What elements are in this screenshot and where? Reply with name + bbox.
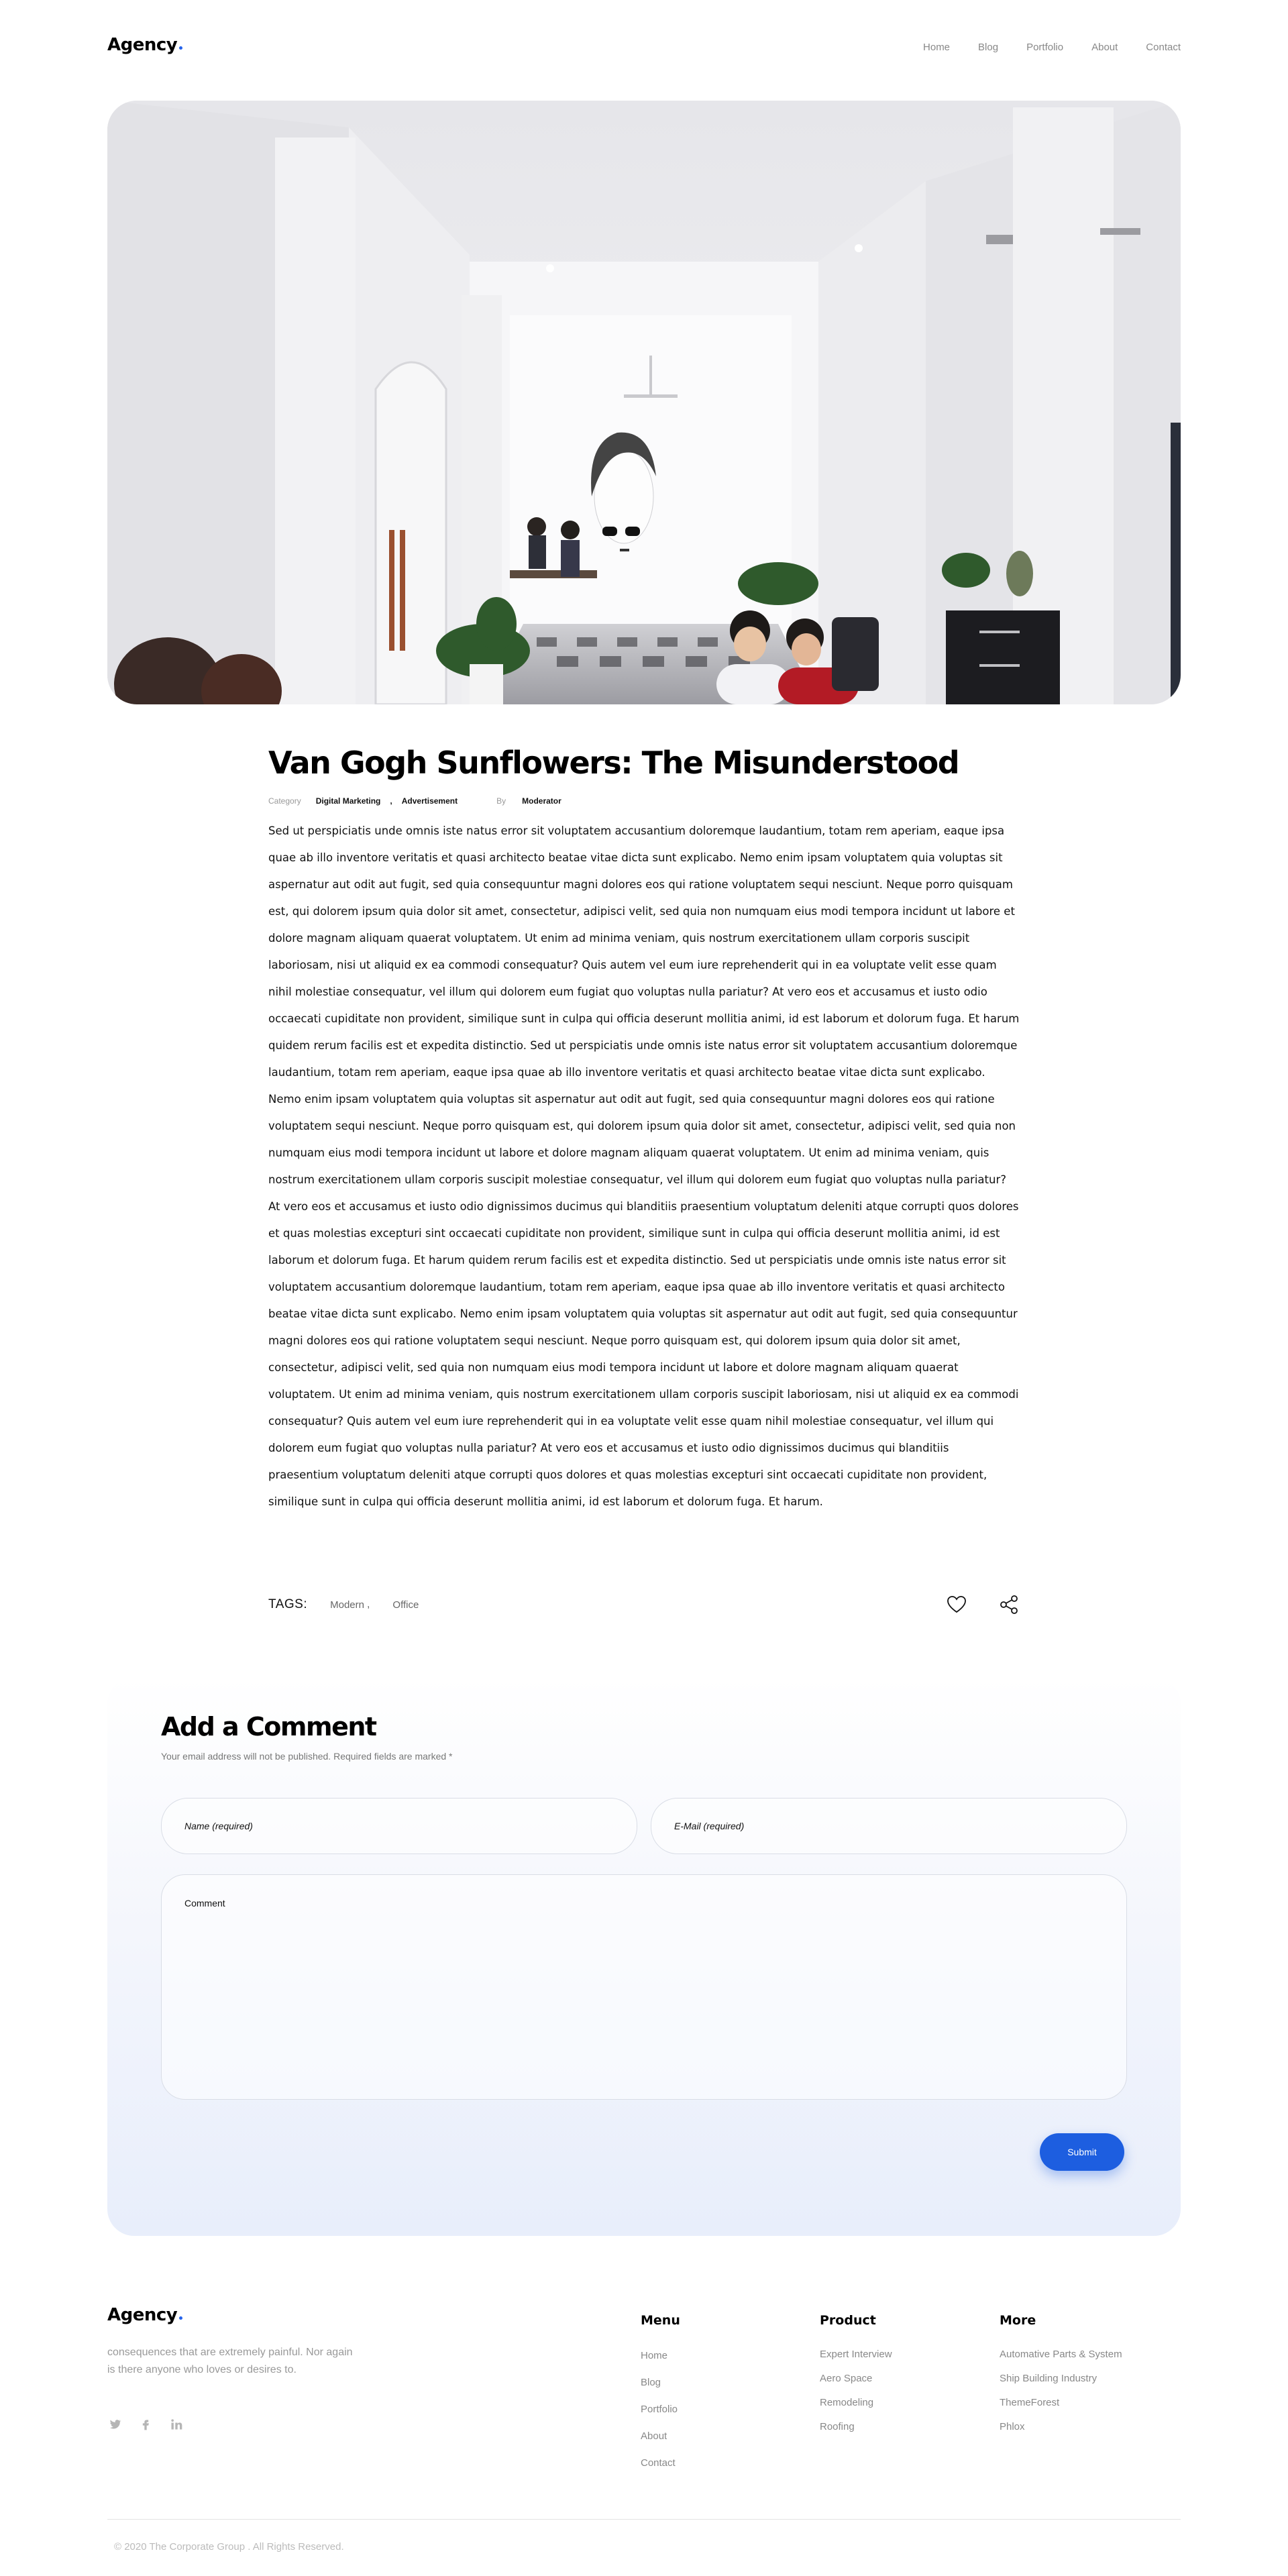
category-label: Category [268, 796, 301, 806]
nav-contact[interactable]: Contact [1146, 42, 1181, 53]
name-field[interactable]: Name (required) [161, 1798, 637, 1854]
hero-image [107, 101, 1181, 704]
footer-logo-text: Agency [107, 2305, 178, 2325]
comment-title: Add a Comment [161, 1712, 376, 1741]
footer-product-link[interactable]: Remodeling [820, 2397, 874, 2408]
tag-link[interactable]: Modern [330, 1599, 364, 1611]
nav-home[interactable]: Home [923, 42, 951, 53]
comment-textarea[interactable]: Comment [161, 1874, 1127, 2100]
logo-dot [179, 46, 182, 50]
footer-menu-link[interactable]: Home [641, 2350, 668, 2361]
footer-menu-column [641, 2313, 802, 2477]
nav-about[interactable]: About [1091, 42, 1118, 53]
footer-product-link[interactable]: Aero Space [820, 2373, 873, 2384]
nav-blog[interactable]: Blog [978, 42, 999, 53]
footer-menu-title: Menu [641, 2313, 680, 2328]
email-field[interactable]: E-Mail (required) [651, 1798, 1127, 1854]
footer-logo[interactable] [107, 2305, 182, 2325]
footer-menu-link[interactable]: Contact [641, 2457, 676, 2469]
logo-text: Agency [107, 35, 178, 55]
site-header [0, 0, 1288, 101]
footer-menu-link[interactable]: Blog [641, 2377, 661, 2388]
article-title: Van Gogh Sunflowers: The Misunderstood [268, 745, 959, 781]
footer-menu-link[interactable]: Portfolio [641, 2404, 678, 2415]
tag-link[interactable]: Office [392, 1599, 419, 1611]
footer-product-title: Product [820, 2313, 876, 2328]
footer-product-column [820, 2313, 981, 2439]
twitter-icon[interactable] [107, 2418, 122, 2432]
main-nav [923, 42, 1181, 53]
article-body: Sed ut perspiciatis unde omnis iste natus error sit voluptatem accusantium doloremque laudantium, totam rem aperiam, eaque ipsa quae ab illo inventore veritatis et quasi architecto beatae vitae dicta sunt explicabo. Nemo enim ipsam voluptatem quia voluptas sit aspernatur aut odit aut fugit, sed quia consequuntur magni dolores eos qui ratione voluptatem sequi nesciunt. Neque porro quisquam est, qui dolorem ipsum quia dolor sit amet, consectetur, adipisci velit, sed quia non numquam eius modi tempora incidunt ut labore et dolore magnam aliquam quaerat voluptatem. Ut enim ad minima veniam, quis nostrum exercitationem ullam corporis suscipit laboriosam, nisi ut aliquid ex ea commodi consequatur? Quis autem vel eum iure reprehenderit qui in ea voluptate velit esse quam nihil molestiae consequatur, vel illum qui dolorem eum fugiat quo voluptas nulla pariatur? At vero eos et accusamus et iusto odio occaecati cupiditate non provident, similique sunt in culpa qui officia deserunt mollitia animi, id est laborum et dolorum fuga. Et harum quidem rerum facilis est et expedita distinctio. Sed ut perspiciatis unde omnis iste natus error sit voluptatem accusantium doloremque laudantium, totam rem aperiam, eaque ipsa quae ab illo inventore veritatis et quasi architecto beatae vitae dicta sunt explicabo. Nemo enim ipsam voluptatem quia voluptas sit aspernatur aut odit aut fugit, sed quia consequuntur magni dolores eos qui ratione voluptatem sequi nesciunt. Neque porro quisquam est, qui dolorem ipsum quia dolor sit amet, consectetur, adipisci velit, sed quia non numquam eius modi tempora incidunt ut labore et dolore magnam aliquam quaerat voluptatem. Ut enim ad minima veniam, quis nostrum exercitationem ullam corporis suscipit molestiae consequatur, vel illum qui dolorem eum fugiat quo voluptas nulla pariatur? At vero eos et accusamus et iusto odio dignissimos ducimus qui blanditiis praesentium voluptatum deleniti atque corrupti quos dolores et quas molestias excepturi sint occaecati cupiditate non provident, similique sunt in culpa qui officia deserunt mollitia animi, id est laborum et dolorum fuga. Et harum quidem rerum facilis est et expedita distinctio. Sed ut perspiciatis unde omnis iste natus error sit voluptatem accusantium doloremque laudantium, totam rem aperiam, eaque ipsa quae ab illo inventore veritatis et quasi architecto beatae vitae dicta sunt explicabo. Nemo enim ipsam voluptatem quia voluptas sit aspernatur aut odit aut fugit, sed quia consequuntur magni dolores eos qui ratione voluptatem sequi nesciunt. Neque porro quisquam est, qui dolorem ipsum quia dolor sit amet, consectetur, adipisci velit, sed quia non numquam eius modi tempora incidunt ut labore et dolore magnam aliquam quaerat voluptatem. Ut enim ad minima veniam, quis nostrum exercitationem ullam corporis suscipit laboriosam, nisi ut aliquid ex ea commodi consequatur? Quis autem vel eum iure reprehenderit qui in ea voluptate velit esse quam nihil molestiae consequatur, vel illum qui dolorem eum fugiat quo voluptas nulla pariatur? At vero eos et accusamus et iusto odio dignissimos ducimus qui blanditiis praesentium voluptatum deleniti atque corrupti quos dolores et quas molestias excepturi sint occaecati cupiditate non provident, similique sunt in culpa qui officia deserunt mollitia animi, id est laborum et dolorum fuga. Et harum. [268, 824, 1020, 1508]
logo-dot [179, 2316, 182, 2320]
category-link[interactable]: Digital Marketing [315, 796, 381, 806]
footer-menu-link[interactable]: About [641, 2430, 667, 2442]
office-interior-photo [107, 101, 1181, 704]
footer-product-link[interactable]: Expert Interview [820, 2349, 892, 2360]
article-meta [268, 796, 1020, 806]
footer-more-link[interactable]: Automative Parts & System [1000, 2349, 1122, 2360]
site-logo[interactable] [107, 35, 182, 55]
copyright-text: © 2020 The Corporate Group . All Rights Reserved. [114, 2541, 344, 2553]
footer-product-link[interactable]: Roofing [820, 2421, 855, 2432]
comment-section [107, 1677, 1181, 2236]
footer-more-link[interactable]: ThemeForest [1000, 2397, 1060, 2408]
social-links [107, 2418, 184, 2432]
tag-separator: , [366, 1599, 370, 1610]
footer-divider [107, 2519, 1181, 2520]
facebook-icon[interactable] [138, 2418, 153, 2432]
footer-more-link[interactable]: Phlox [1000, 2421, 1025, 2432]
footer-more-column [1000, 2313, 1161, 2439]
footer-more-title: More [1000, 2313, 1036, 2328]
footer-description: consequences that are extremely painful. Nor again is there anyone who loves or desires to. [107, 2347, 353, 2375]
tags-label: TAGS: [268, 1597, 308, 1611]
author-label: By [496, 796, 506, 806]
share-icon[interactable] [998, 1594, 1020, 1615]
submit-button[interactable]: Submit [1040, 2133, 1124, 2171]
comment-subtitle: Your email address will not be published. Required fields are marked * [161, 1751, 453, 1762]
heart-icon[interactable] [946, 1594, 967, 1615]
footer-more-link[interactable]: Ship Building Industry [1000, 2373, 1097, 2384]
category-separator: , [390, 796, 392, 806]
category-link[interactable]: Advertisement [401, 796, 458, 806]
linkedin-icon[interactable] [169, 2418, 184, 2432]
post-actions [946, 1594, 1020, 1615]
author-link[interactable]: Moderator [522, 796, 561, 806]
nav-portfolio[interactable]: Portfolio [1026, 42, 1064, 53]
article [268, 741, 1020, 1515]
tags-row [268, 1590, 1020, 1619]
